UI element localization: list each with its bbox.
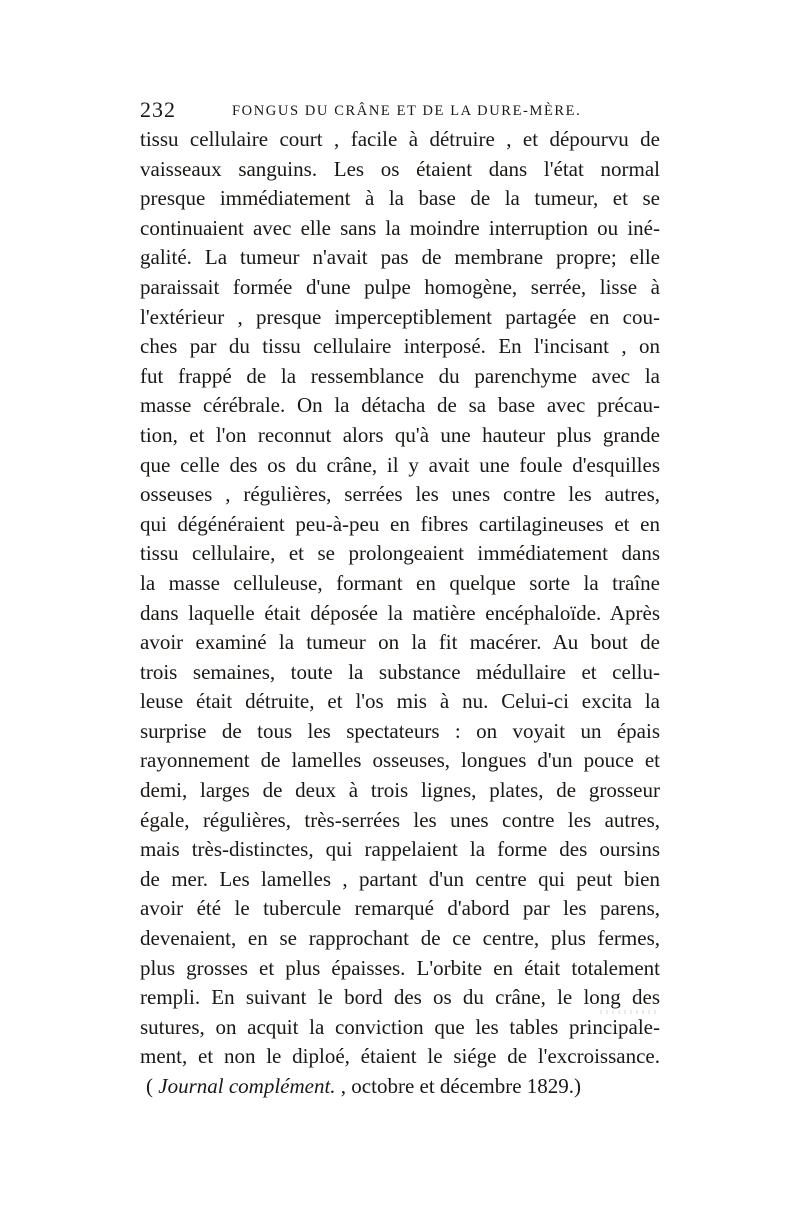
body-paragraph (140, 125, 660, 1102)
print-bleed-mark (600, 1010, 660, 1014)
text-line: tion, et l'on reconnut alors qu'à une hauteur plus grande (140, 422, 660, 447)
text-line: osseuses , régulières, serrées les unes contre les autres, (140, 482, 660, 507)
text-line: devenaient, en se rapprochant de ce centre, plus fermes, (140, 926, 660, 951)
text-line: fut frappé de la ressemblance du parenchyme avec la (140, 363, 660, 388)
text-line: paraissait formée d'une pulpe homogène, serrée, lisse à (140, 274, 660, 299)
text-line: galité. La tumeur n'avait pas de membrane propre; elle (140, 245, 660, 270)
citation-journal: Journal complément. (158, 1074, 336, 1098)
text-line: leuse était détruite, et l'os mis à nu. Celui-ci excita la (140, 689, 660, 714)
text-line: l'extérieur , presque imperceptiblement partagée en cou- (140, 304, 660, 329)
text-line: avoir été le tubercule remarqué d'abord par les parens, (140, 896, 660, 921)
text-line: presque immédiatement à la base de la tumeur, et se (140, 186, 660, 211)
text-line: continuaient avec elle sans la moindre interruption ou iné- (140, 215, 660, 240)
text-line: plus grosses et plus épaisses. L'orbite en était totalement (140, 955, 660, 980)
text-line: ment, et non le diploé, étaient le siége de l'excroissance. (140, 1044, 660, 1069)
citation-rest: , octobre et décembre 1829.) (335, 1074, 582, 1098)
text-line: demi, larges de deux à trois lignes, plates, de grosseur (140, 778, 660, 803)
text-line: sutures, on acquit la conviction que les tables principale- (140, 1014, 660, 1039)
text-line: masse cérébrale. On la détacha de sa base avec précau- (140, 393, 660, 418)
running-head: FONGUS DU CRÂNE ET DE LA DURE-MÈRE. (232, 103, 582, 119)
text-line: dans laquelle était déposée la matière encéphaloïde. Après (140, 600, 660, 625)
text-line: avoir examiné la tumeur on la fit macérer. Au bout de (140, 630, 660, 655)
text-line: qui dégénéraient peu-à-peu en fibres cartilagineuses et en (140, 511, 660, 536)
citation-line (140, 1072, 660, 1102)
page-number: 232 (140, 97, 176, 122)
text-line: tissu cellulaire court , facile à détruire , et dépourvu de (140, 127, 660, 151)
text-line: rayonnement de lamelles osseuses, longues d'un pouce et (140, 748, 660, 773)
text-line: rempli. En suivant le bord des os du crâne, le long des (140, 985, 660, 1010)
text-line: tissu cellulaire, et se prolongeaient immédiatement dans (140, 541, 660, 566)
text-line: de mer. Les lamelles , partant d'un centre qui peut bien (140, 866, 660, 891)
text-line: mais très-distinctes, qui rappelaient la forme des oursins (140, 837, 660, 862)
citation-open: ( (146, 1074, 159, 1098)
page-header (140, 98, 660, 122)
text-line: trois semaines, toute la substance médullaire et cellu- (140, 659, 660, 684)
text-line: la masse celluleuse, formant en quelque sorte la traîne (140, 570, 660, 595)
text-line: que celle des os du crâne, il y avait une foule d'esquilles (140, 452, 660, 477)
text-line: ches par du tissu cellulaire interposé. En l'incisant , on (140, 334, 660, 359)
text-line: surprise de tous les spectateurs : on voyait un épais (140, 718, 660, 743)
text-line: égale, régulières, très-serrées les unes contre les autres, (140, 807, 660, 832)
text-line: vaisseaux sanguins. Les os étaient dans l'état normal (140, 156, 660, 181)
